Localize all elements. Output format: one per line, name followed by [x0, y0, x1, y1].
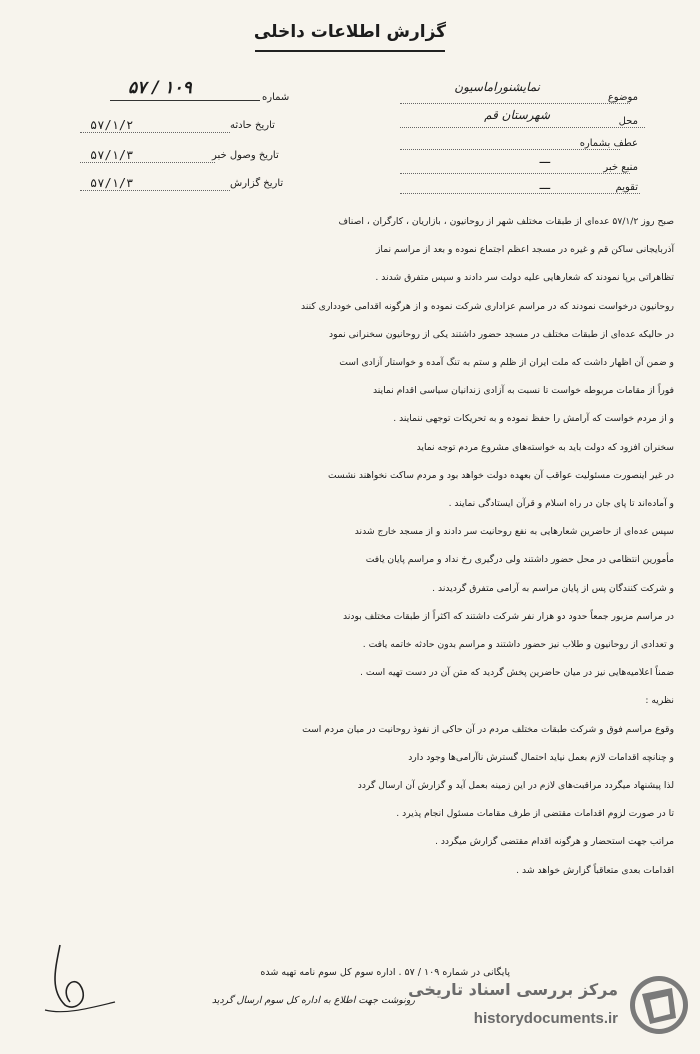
ref-dots — [400, 149, 620, 150]
receipt-date-label: تاریخ وصول خبر — [212, 150, 279, 161]
body-line: و شرکت کنندگان پس از پایان مراسم به آرامی متفرق گردیدند . — [432, 582, 674, 594]
body-line: مراتب جهت استحضار و هرگونه اقدام مقتضی گزارش میگردد . — [434, 836, 674, 848]
place-label: محل — [618, 116, 638, 127]
place-dots — [400, 127, 645, 128]
receipt-date-dots — [80, 162, 215, 163]
body-line: در غیر اینصورت مسئولیت عواقب آن بعهده دولت خواهد بود و مردم ساکت نخواهند نشست — [327, 469, 674, 481]
source-label: منبع خبر — [603, 162, 638, 173]
number-label: شماره — [262, 92, 290, 103]
archive-url: historydocuments.ir — [473, 1010, 618, 1027]
evaluation-dots — [400, 193, 640, 194]
archive-logo — [400, 972, 690, 1042]
event-date-label: تاریخ حادثه — [230, 120, 275, 131]
body-line: اقدامات بعدی متعاقباً گزارش خواهد شد . — [516, 864, 674, 876]
body-line: لذا پیشنهاد میگردد مراقبت‌های لازم در این زمینه بعمل آید و گزارش آن ارسال گردد — [357, 780, 674, 792]
body-line: و ضمن آن اظهار داشت که ملت ایران از ظلم و ستم به تنگ آمده و خواستار آزادی است — [339, 357, 674, 369]
body-line: وقوع مراسم فوق و شرکت طبقات مختلف مردم در آن حاکی از نفوذ روحانیت در میان مردم است — [302, 723, 674, 735]
number-underline — [110, 100, 260, 101]
archive-emblem-icon — [628, 974, 690, 1036]
body-line: سخنران افزود که دولت باید به خواسته‌های مشروع مردم توجه نماید — [416, 441, 674, 453]
report-date-dots — [80, 190, 230, 191]
title-underline — [255, 50, 445, 52]
report-date-value: ۵۷/۱/۳ — [90, 176, 134, 190]
body-line: روحانیون درخواست نمودند که در مراسم عزاداری شرکت نموده و از هرگونه اقدامی خودداری کنند — [301, 300, 674, 312]
body-line: و از مردم خواست که آرامش را حفظ نموده و به تحریکات توجهی ننمایند . — [393, 413, 674, 425]
signature-mark — [40, 940, 120, 1020]
evaluation-label: تقویم — [615, 182, 638, 193]
footer-line-2: رونوشت جهت اطلاع به اداره کل سوم ارسال گردید — [211, 995, 415, 1006]
subject-dots — [400, 103, 630, 104]
footer-line-1: پایگانی در شماره ۱۰۹ / ۵۷ . اداره سوم کل سوم نامه تهیه شده — [260, 967, 510, 978]
body-line: صبح روز ۵۷/۱/۲ عده‌ای از طبقات مختلف شهر از روحانیون ، بازاریان ، کارگران ، اصناف — [338, 216, 674, 227]
body-line: در حالیکه عده‌ای از طبقات مختلف در مسجد حضور داشتند یکی از روحانیون سخنرانی نمود — [328, 328, 674, 340]
event-date-value: ۵۷/۱/۲ — [90, 118, 134, 132]
source-dots — [400, 173, 630, 174]
archive-name: مرکز بررسی اسناد تاریخی — [408, 980, 618, 999]
subject-label: موضوع — [607, 92, 638, 103]
number-value: ۱۰۹ / ۵۷ — [128, 78, 192, 98]
body-line: و آماده‌اند تا پای جان در راه اسلام و قرآن ایستادگی نمایند . — [448, 498, 674, 510]
report-date-label: تاریخ گزارش — [230, 178, 284, 189]
receipt-date-value: ۵۷/۱/۳ — [90, 148, 134, 162]
body-line: در مراسم مزبور جمعاً حدود دو هزار نفر شرکت داشتند که اکثراً از طبقات مختلف بودند — [343, 610, 674, 622]
body-line: فوراً از مقامات مربوطه خواست تا نسبت به آزادی زندانیان سیاسی اقدام نمایند — [372, 385, 674, 397]
body-line: سپس عده‌ای از حاضرین شعارهایی به نفع روحانیت سر دادند و از مسجد خارج شدند — [354, 526, 674, 538]
source-value: ـــ — [539, 152, 550, 166]
body-line: ضمناً اعلامیه‌هایی نیز در میان حاضرین پخش گردید که متن آن در دست تهیه است . — [360, 667, 674, 679]
body-line: نظریه : — [645, 695, 674, 707]
event-date-dots — [80, 132, 230, 133]
body-line: و تعدادی از روحانیون و طلاب نیز حضور داشتند و مراسم بدون حادثه خاتمه یافت . — [362, 639, 674, 651]
ref-label: عطف بشماره — [579, 138, 638, 149]
document-title: گزارش اطلاعات داخلی — [253, 22, 447, 42]
body-line: تظاهراتی برپا نمودند که شعارهایی علیه دولت سر دادند و سپس متفرق شدند . — [375, 272, 674, 284]
evaluation-value: ـــ — [539, 178, 550, 192]
body-line: مأمورین انتظامی در محل حضور داشتند ولی درگیری رخ نداد و مراسم پایان یافت — [365, 554, 674, 566]
body-line: تا در صورت لزوم اقدامات مقتضی از طرف مقامات مسئول انجام پذیرد . — [396, 808, 674, 820]
subject-value: نمایشنوراماسیون — [454, 80, 540, 94]
place-value: شهرستان قم — [484, 108, 550, 122]
body-line: و چنانچه اقدامات لازم بعمل نیاید احتمال گسترش ناآرامی‌ها وجود دارد — [408, 751, 674, 763]
report-body — [26, 208, 674, 885]
body-line: آذربایجانی ساکن قم و غیره در مسجد اعظم اجتماع نموده و بعد از مراسم نماز — [376, 244, 674, 256]
